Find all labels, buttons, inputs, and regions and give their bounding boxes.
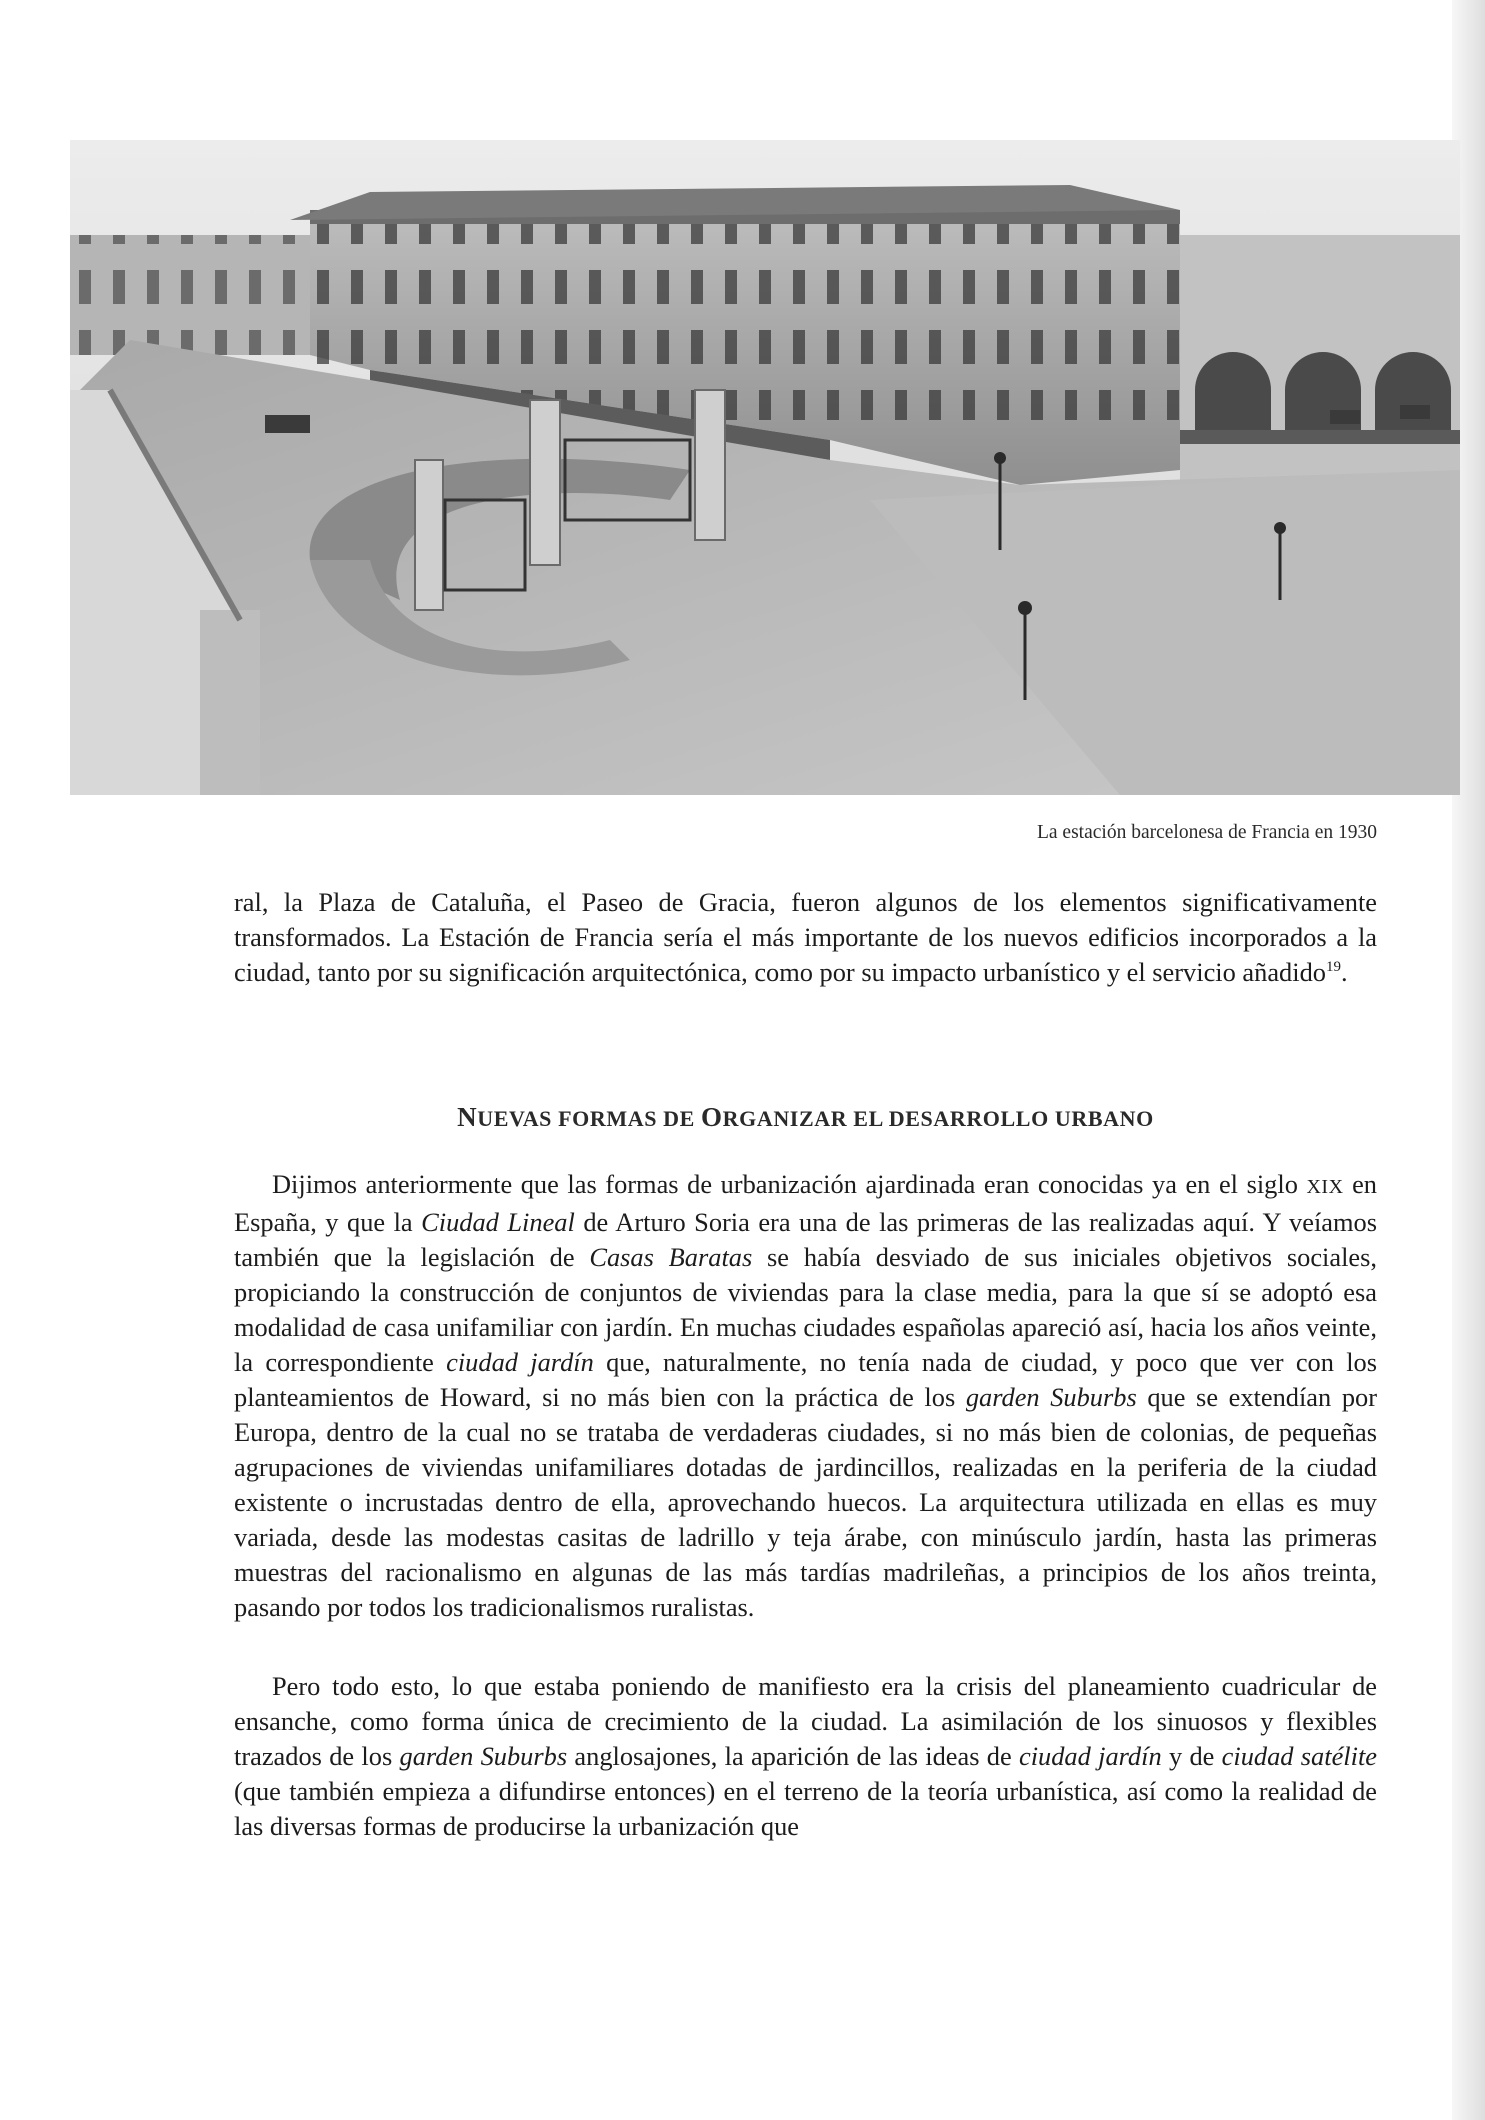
footnote-marker: 19 bbox=[1325, 959, 1341, 976]
italic-term: Ciudad Lineal bbox=[421, 1207, 575, 1237]
italic-term: ciudad jardín bbox=[1018, 1741, 1162, 1771]
paragraph-text: ral, la Plaza de Cataluña, el Paseo de Gracia, fueron algunos de los elementos significativamente transformados. La Estación de Francia sería el más importante de los nuevos edificios incorporados a la ciudad, tanto por su significación arquitectónica, como por su impacto urbanístico y el servicio añadido bbox=[234, 887, 1377, 987]
station-photograph bbox=[70, 140, 1460, 795]
heading-text: RGANIZAR EL DESARROLLO URBANO bbox=[722, 1106, 1154, 1131]
paragraph-planning-crisis bbox=[234, 1669, 1377, 1844]
figure-caption: La estación barcelonesa de Francia en 1930 bbox=[1036, 822, 1377, 843]
text-run: de Arturo Soria era una de las primeras de las realizadas aquí. Y veíamos también que la legislación de bbox=[234, 1207, 1378, 1272]
heading-initial: O bbox=[701, 1102, 723, 1132]
text-run: anglosajones, la aparición de las ideas de bbox=[567, 1741, 1019, 1771]
section-heading bbox=[234, 1102, 1377, 1133]
italic-term: ciudad jardín bbox=[446, 1347, 594, 1377]
heading-initial: N bbox=[457, 1102, 478, 1132]
italic-term: Casas Baratas bbox=[589, 1242, 753, 1272]
italic-term: garden Suburbs bbox=[399, 1741, 568, 1771]
text-run: en España, y que la bbox=[234, 1169, 1377, 1237]
text-run: que se extendían por Europa, dentro de la cual no se trataba de verdaderas ciudades, si no más bien de colonias, de pequeñas agrupaciones de viviendas unifamiliares dotadas de jardincillos, realizadas en la periferia de la ciudad existente o incrustadas dentro de ella, aprovechando huecos. La arquitectura utilizada en ellas es muy variada, desde las modestas casitas de ladrillo y teja árabe, con minúsculo jardín, hasta las primeras muestras del racionalismo en algunas de las más tardías madrileñas, a principios de los años treinta, pasando por todos los tradicionalismos ruralistas. bbox=[234, 1382, 1377, 1622]
text-run: (que también empieza a difundirse entonces) en el terreno de la teoría urbanística, así como la realidad de las diversas formas de producirse la urbanización que bbox=[234, 1776, 1377, 1841]
italic-term: ciudad satélite bbox=[1221, 1741, 1377, 1771]
century-numeral: XIX bbox=[1306, 1176, 1344, 1198]
paragraph-garden-city bbox=[234, 1167, 1377, 1625]
italic-term: garden Suburbs bbox=[965, 1382, 1137, 1412]
paragraph-continuation bbox=[234, 885, 1377, 990]
text-run: y de bbox=[1161, 1741, 1222, 1771]
text-run: que, naturalmente, no tenía nada de ciudad, y poco que ver con los planteamientos de Howard, si no más bien con la práctica de los bbox=[234, 1347, 1377, 1412]
text-run: Pero todo esto, lo que estaba poniendo de manifiesto era la crisis del planeamiento cuadricular de ensanche, como forma única de crecimiento de la ciudad. La asimilación de los sinuosos y flexibles trazados de los bbox=[234, 1671, 1377, 1771]
text-run: Dijimos anteriormente que las formas de urbanización ajardinada eran conocidas ya en el siglo bbox=[272, 1169, 1307, 1199]
text-run: se había desviado de sus iniciales objetivos sociales, propiciando la construcción de conjuntos de viviendas para la clase media, para la que sí se adoptó esa modalidad de casa unifamiliar con jardín. En muchas ciudades españolas apareció así, hacia los años veinte, la correspondiente bbox=[234, 1242, 1377, 1377]
paragraph-end: . bbox=[1340, 957, 1348, 987]
heading-text: UEVAS FORMAS DE bbox=[477, 1106, 702, 1131]
